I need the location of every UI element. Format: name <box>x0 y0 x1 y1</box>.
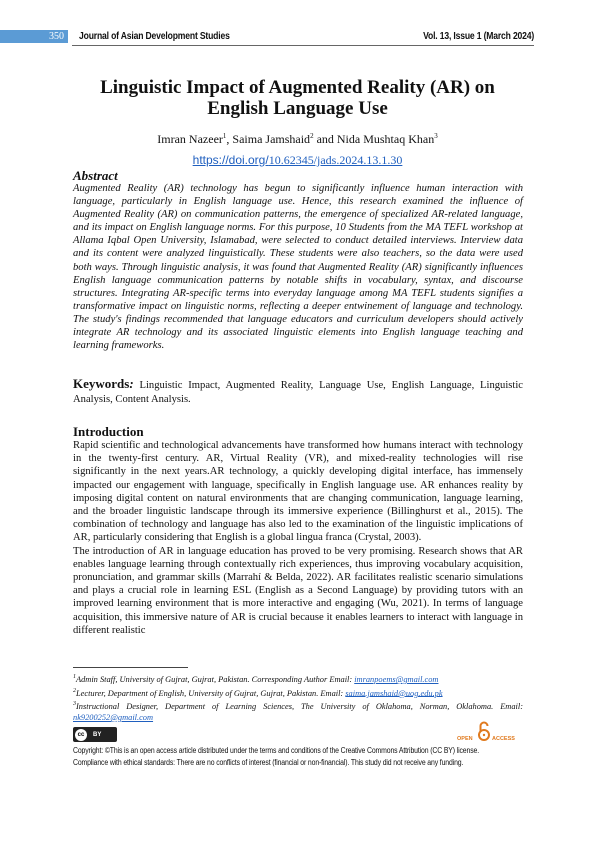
author-3-affil: 3 <box>434 132 438 140</box>
footnote-1 <box>73 672 523 686</box>
introduction-body <box>73 439 523 637</box>
keywords <box>73 377 523 407</box>
open-access-lock-icon <box>479 723 489 741</box>
doi-line <box>60 153 535 168</box>
email-link-3[interactable]: nk9200252@gmail.com <box>73 712 154 722</box>
paper-title <box>60 77 535 119</box>
title-line-2: English Language Use <box>207 98 388 119</box>
keywords-colon: : <box>129 376 134 391</box>
open-access-word-2: ACCESS <box>492 736 515 742</box>
cc-symbol-icon: cc <box>75 729 87 741</box>
journal-name: Journal of Asian Development Studies <box>79 31 230 42</box>
keywords-text: Linguistic Impact, Augmented Reality, Language Use, English Language, Linguistic Analysis, Content Analysis. <box>73 380 523 405</box>
page-number: 350 <box>0 30 68 43</box>
footnote-2-text: Lecturer, Department of English, University of Gujrat, Gujrat, Pakistan. Email: <box>76 688 346 698</box>
title-line-1: Linguistic Impact of Augmented Reality (AR) on <box>100 77 495 98</box>
footnote-3-marker: 3 <box>73 701 76 708</box>
author-1: Imran Nazeer <box>157 132 223 146</box>
footnote-2-marker: 2 <box>73 687 76 694</box>
author-list <box>60 132 535 147</box>
open-access-word-1: OPEN <box>457 736 473 742</box>
copyright-notice <box>73 745 529 769</box>
footnote-2 <box>73 686 523 700</box>
open-access-logo <box>455 718 520 744</box>
cc-by-license-icon[interactable] <box>73 727 117 742</box>
footnote-3-text: Instructional Designer, Department of Learning Sciences, The University of Oklahoma, Norman, Oklahoma. Email: <box>76 701 523 711</box>
abstract-text: Augmented Reality (AR) technology has begun to significantly influence human interaction with language, particularly in English language use. Hence, this research examined the influence of Augmented Reality (AR) on communication patterns, the emergence of specialized AR-related language, and its impact on English language norms. For this purpose, 10 Students from the MA TEFL workshop at Allama Iqbal Open University, Islamabad, were selected to conduct detailed interviews. Interview data and its content were analyzed linguistically. These students were also teachers, so the data were used both ways. Through linguistic analysis, it was found that Augmented Reality (AR) significantly influences English language communication patterns by notable shifts in vocabulary, syntax, and discourse structures. Integrating AR-specific terms into everyday language among MA TEFL students signifies a transformative impact on linguistic norms, reflecting a deeper entwinement of language and technology. The study's findings recommended that language educators and curriculum developers should actively integrate AR technology and its associated linguistic elements into English language teaching and learning frameworks. <box>73 183 523 352</box>
footnotes <box>73 672 523 724</box>
footnote-1-marker: 1 <box>73 674 76 680</box>
introduction-heading: Introduction <box>73 424 144 439</box>
abstract-heading: Abstract <box>73 168 118 183</box>
email-link-1[interactable]: imranpoems@gmail.com <box>354 674 439 684</box>
volume-issue: Vol. 13, Issue 1 (March 2024) <box>422 31 534 42</box>
intro-paragraph-2: The introduction of AR in language education has proved to be very promising. Research shows that AR enables language learning through contextually rich experiences, thus improving vocabulary acquisition, pronunciation, and grammar skills (Marrahí & Belda, 2022). AR facilitates realistic scenario simulations and plays a crucial role in learning ESL (English as a Second Language) by providing tutors with an improved learning environment that is more interactive and engaging (Wu, 2021). In terms of language acquisition, this immersive nature of AR is crucial because it enables learners to interact with language in different realistic <box>73 545 523 636</box>
author-2-affil: 2 <box>310 132 314 140</box>
doi-link[interactable] <box>193 153 403 167</box>
copyright-line-2: Compliance with ethical standards: There are no conflicts of interest (financial or non-financial). This study did not receive any funding. <box>73 758 464 767</box>
intro-paragraph-1: Rapid scientific and technological advancements have transformed how humans interact with technology in the twenty-first century. AR, Virtual Reality (VR), and mixed-reality technologies will rise significantly in the next years.AR technology, a quickly developing digital interface, has immensely impacted our engagement with language, specifically in English language use. AR enhances reality by imposing digital content on natural environments that are changing communication, language learning, and the broader linguistic landscape through its immersive experience (Billinghurst et al., 2015). The combination of technology and language has also led to the examination of the linguistic implications of AR, particularly considering that English is a global lingua franca (Crystal, 2003). <box>73 440 523 544</box>
doi-prefix: https://doi.org/ <box>192 153 269 167</box>
copyright-line-1: Copyright: ©This is an open access article distributed under the terms and conditions of the Creative Commons Attribution (CC BY) license. <box>73 746 480 755</box>
footnote-1-text: Admin Staff, University of Gujrat, Gujrat, Pakistan. Corresponding Author Email: <box>76 674 355 684</box>
email-link-2[interactable]: saima.jamshaid@uog.edu.pk <box>345 688 443 698</box>
author-2: , Saima Jamshaid <box>226 132 311 146</box>
doi-suffix: 10.62345/jads.2024.13.1.30 <box>268 153 403 167</box>
cc-by-label: BY <box>93 731 102 738</box>
keywords-label: Keywords <box>73 376 130 391</box>
footnote-divider <box>73 667 188 668</box>
author-1-affil: 1 <box>222 132 227 140</box>
author-3: and Nida Mushtaq Khan <box>313 132 435 146</box>
header-divider <box>72 45 534 46</box>
